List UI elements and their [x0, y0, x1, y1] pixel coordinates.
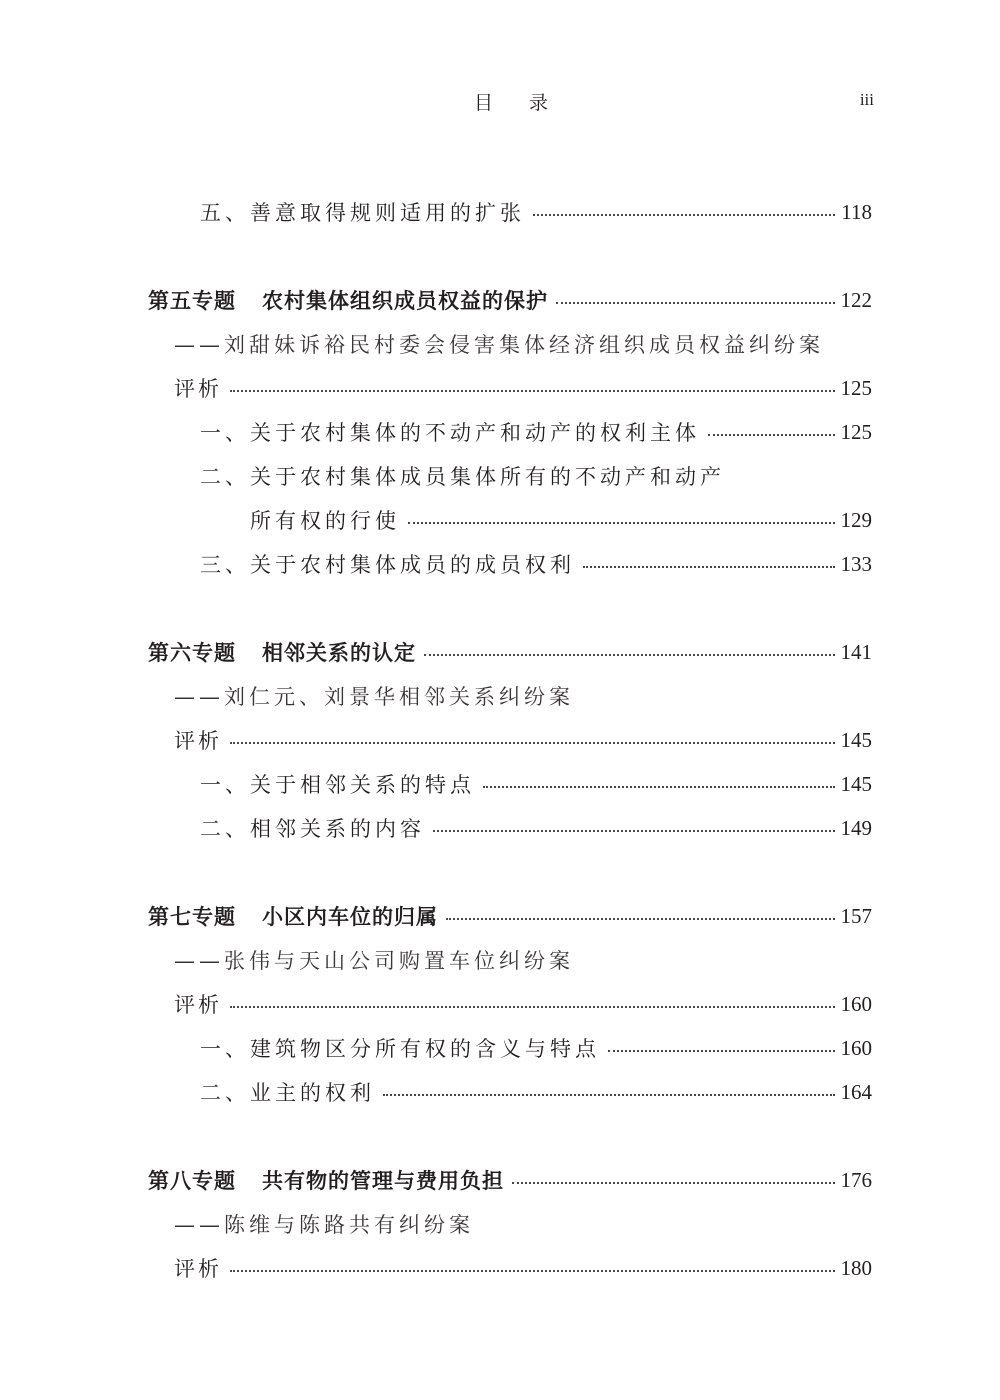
toc-entry-label: 三、关于农村集体成员的成员权利	[200, 553, 575, 577]
toc-page-number: 149	[840, 815, 872, 840]
dot-leader	[512, 1182, 835, 1184]
toc-page-number: 122	[840, 287, 872, 312]
dot-leader	[708, 434, 835, 436]
chapter-number: 第八专题	[148, 1168, 236, 1193]
dot-leader	[383, 1094, 835, 1096]
toc-page-number: 125	[840, 375, 872, 400]
toc-case-subtitle	[0, 326, 1000, 362]
toc-section-entry[interactable]	[0, 414, 1000, 450]
toc-analysis-entry[interactable]	[0, 986, 1000, 1022]
running-head-page-number: iii	[859, 90, 874, 109]
toc-page-number: 164	[840, 1079, 872, 1104]
toc-chapter-label	[148, 1165, 504, 1195]
toc-chapter-entry[interactable]	[0, 634, 1000, 670]
chapter-number: 第六专题	[148, 640, 236, 665]
toc-entry-label: ——张伟与天山公司购置车位纠纷案	[174, 949, 574, 973]
toc-case-subtitle	[0, 1206, 1000, 1242]
toc-entry-label: 评析	[174, 377, 222, 401]
toc-entry-label: 二、关于农村集体成员集体所有的不动产和动产	[200, 465, 725, 489]
running-head-title: 目录	[474, 92, 585, 114]
toc-chapter-entry[interactable]	[0, 282, 1000, 318]
toc-page-number: 180	[840, 1255, 872, 1280]
dot-leader	[230, 1006, 835, 1008]
toc-entry-label: 一、关于相邻关系的特点	[200, 773, 475, 797]
toc-entry-label: 一、建筑物区分所有权的含义与特点	[200, 1037, 600, 1061]
toc-analysis-entry[interactable]	[0, 370, 1000, 406]
toc-page-number: 125	[840, 419, 872, 444]
toc-entry-label: 评析	[174, 1257, 222, 1281]
toc-section-entry[interactable]	[0, 502, 1000, 538]
chapter-number: 第七专题	[148, 904, 236, 929]
dot-leader	[556, 302, 835, 304]
toc-section-entry[interactable]	[0, 1030, 1000, 1066]
toc-page-number: 176	[840, 1167, 872, 1192]
toc-page-number: 157	[840, 903, 872, 928]
toc-entry-label: 评析	[174, 993, 222, 1017]
toc-entry-label: ——陈维与陈路共有纠纷案	[174, 1213, 474, 1237]
toc-section-entry[interactable]	[0, 810, 1000, 846]
toc-page-number: 141	[840, 639, 872, 664]
toc-entry-label: 一、关于农村集体的不动产和动产的权利主体	[200, 421, 700, 445]
dot-leader	[230, 1270, 835, 1272]
dot-leader	[583, 566, 835, 568]
dot-leader	[446, 918, 835, 920]
dot-leader	[433, 830, 835, 832]
toc-chapter-label	[148, 285, 548, 315]
toc-chapter-label	[148, 637, 416, 667]
chapter-title: 农村集体组织成员权益的保护	[262, 288, 548, 313]
toc-page-number: 145	[840, 771, 872, 796]
chapter-number: 第五专题	[148, 288, 236, 313]
chapter-title: 共有物的管理与费用负担	[262, 1168, 504, 1193]
toc-section-entry[interactable]	[0, 1074, 1000, 1110]
dot-leader	[533, 214, 835, 216]
toc-page-number: 133	[840, 551, 872, 576]
toc-case-subtitle	[0, 678, 1000, 714]
toc-page-number: 145	[840, 727, 872, 752]
toc-chapter-label	[148, 901, 438, 931]
dot-leader	[608, 1050, 835, 1052]
toc-analysis-entry[interactable]	[0, 722, 1000, 758]
dot-leader	[424, 654, 835, 656]
chapter-title: 小区内车位的归属	[262, 904, 438, 929]
toc-page-number: 118	[841, 199, 872, 224]
dot-leader	[408, 522, 835, 524]
toc-entry-label: 二、业主的权利	[200, 1081, 375, 1105]
toc-page-number: 129	[840, 507, 872, 532]
toc-page-number: 160	[840, 991, 872, 1016]
toc-section-entry[interactable]	[0, 194, 1000, 230]
toc-entry-label: 评析	[174, 729, 222, 753]
toc-section-entry[interactable]	[0, 766, 1000, 802]
toc-page-number: 160	[840, 1035, 872, 1060]
dot-leader	[483, 786, 835, 788]
dot-leader	[230, 742, 835, 744]
toc-entry-label: 五、善意取得规则适用的扩张	[200, 201, 525, 225]
toc-section-entry	[0, 458, 1000, 494]
toc-entry-label: ——刘甜妹诉裕民村委会侵害集体经济组织成员权益纠纷案	[174, 333, 824, 357]
toc-entry-label: 所有权的行使	[250, 509, 400, 533]
toc-chapter-entry[interactable]	[0, 898, 1000, 934]
running-head	[0, 88, 1000, 118]
toc-case-subtitle	[0, 942, 1000, 978]
toc-section-entry[interactable]	[0, 546, 1000, 582]
dot-leader	[230, 390, 835, 392]
toc-analysis-entry[interactable]	[0, 1250, 1000, 1286]
toc-chapter-entry[interactable]	[0, 1162, 1000, 1198]
chapter-title: 相邻关系的认定	[262, 640, 416, 665]
toc-entry-label: 二、相邻关系的内容	[200, 817, 425, 841]
toc-entry-label: ——刘仁元、刘景华相邻关系纠纷案	[174, 685, 574, 709]
